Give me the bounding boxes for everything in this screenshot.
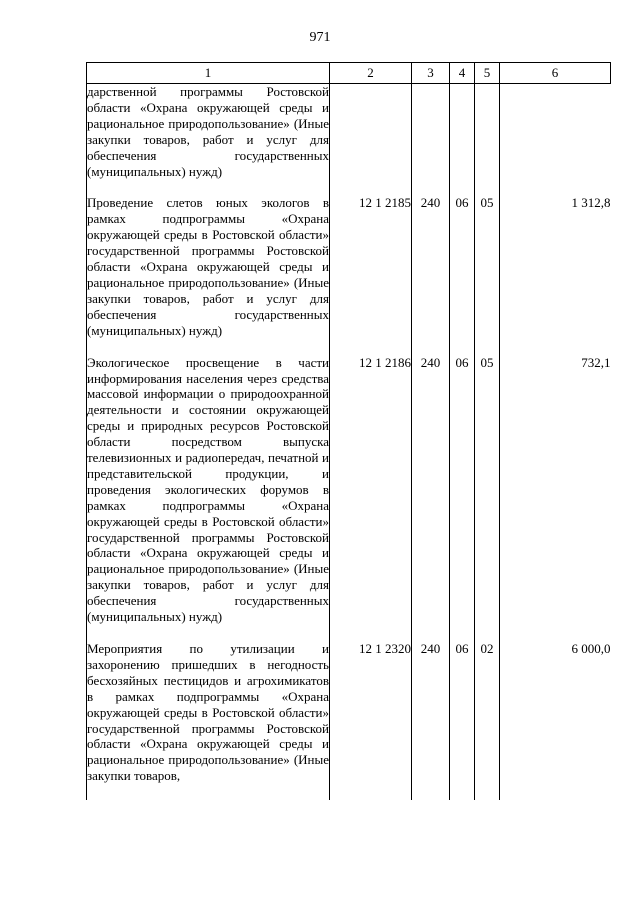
row-expense-type: 240	[412, 195, 450, 354]
row-subsection: 02	[475, 641, 500, 800]
header-col-6: 6	[500, 63, 611, 84]
row-description: Мероприятия по утилизации и захоронению пришедших в негодность бесхозяйных пестицидов и агрохимикатов в рамках подпрограммы «Охрана окружающей среды в Ростовской области» государственной программы Ростовской области «Охрана окружающей среды и рациональное природопользование» (Иные закупки товаров,	[87, 641, 330, 800]
row-description: дарственной программы Ростовской области «Охрана окружающей среды и рациональное природопользование» (Иные закупки товаров, работ и услуг для обеспечения государственных (муниципальных) нужд)	[87, 84, 330, 196]
row-description: Экологическое просвещение в части информирования населения через средства массовой информации о природоохранной деятельности и состоянии окружающей среды и природных ресурсов Ростовской области посредством выпуска телевизионных и радиопередач, печатной и представительской продукции, и проведения экологических форумов в рамках подпрограммы «Охрана окружающей среды в Ростовской области» государственной программы Ростовской области «Охрана окружающей среды и рациональное природопользование» (Иные закупки товаров, работ и услуг для обеспечения государственных (муниципальных) нужд)	[87, 355, 330, 641]
row-subsection	[475, 84, 500, 196]
header-col-1: 1	[87, 63, 330, 84]
row-target-code: 12 1 2185	[330, 195, 412, 354]
row-description: Проведение слетов юных экологов в рамках подпрограммы «Охрана окружающей среды в Ростовской области» государственной программы Ростовской области «Охрана окружающей среды и рациональное природопользование» (Иные закупки товаров, работ и услуг для обеспечения государственных (муниципальных) нужд)	[87, 195, 330, 354]
table-row	[87, 195, 611, 354]
row-section	[450, 84, 475, 196]
row-amount	[500, 84, 611, 196]
header-col-2: 2	[330, 63, 412, 84]
header-col-4: 4	[450, 63, 475, 84]
row-subsection: 05	[475, 355, 500, 641]
header-col-3: 3	[412, 63, 450, 84]
row-section: 06	[450, 195, 475, 354]
row-target-code: 12 1 2186	[330, 355, 412, 641]
table-row	[87, 355, 611, 641]
row-expense-type: 240	[412, 641, 450, 800]
row-expense-type	[412, 84, 450, 196]
budget-table	[86, 62, 611, 800]
row-target-code	[330, 84, 412, 196]
table-header-row	[87, 63, 611, 84]
header-col-5: 5	[475, 63, 500, 84]
row-expense-type: 240	[412, 355, 450, 641]
row-subsection: 05	[475, 195, 500, 354]
page-number: 971	[309, 30, 331, 45]
row-amount: 6 000,0	[500, 641, 611, 800]
table-row	[87, 641, 611, 800]
row-amount: 732,1	[500, 355, 611, 641]
row-target-code: 12 1 2320	[330, 641, 412, 800]
row-section: 06	[450, 355, 475, 641]
table-row	[87, 84, 611, 196]
row-amount: 1 312,8	[500, 195, 611, 354]
row-section: 06	[450, 641, 475, 800]
